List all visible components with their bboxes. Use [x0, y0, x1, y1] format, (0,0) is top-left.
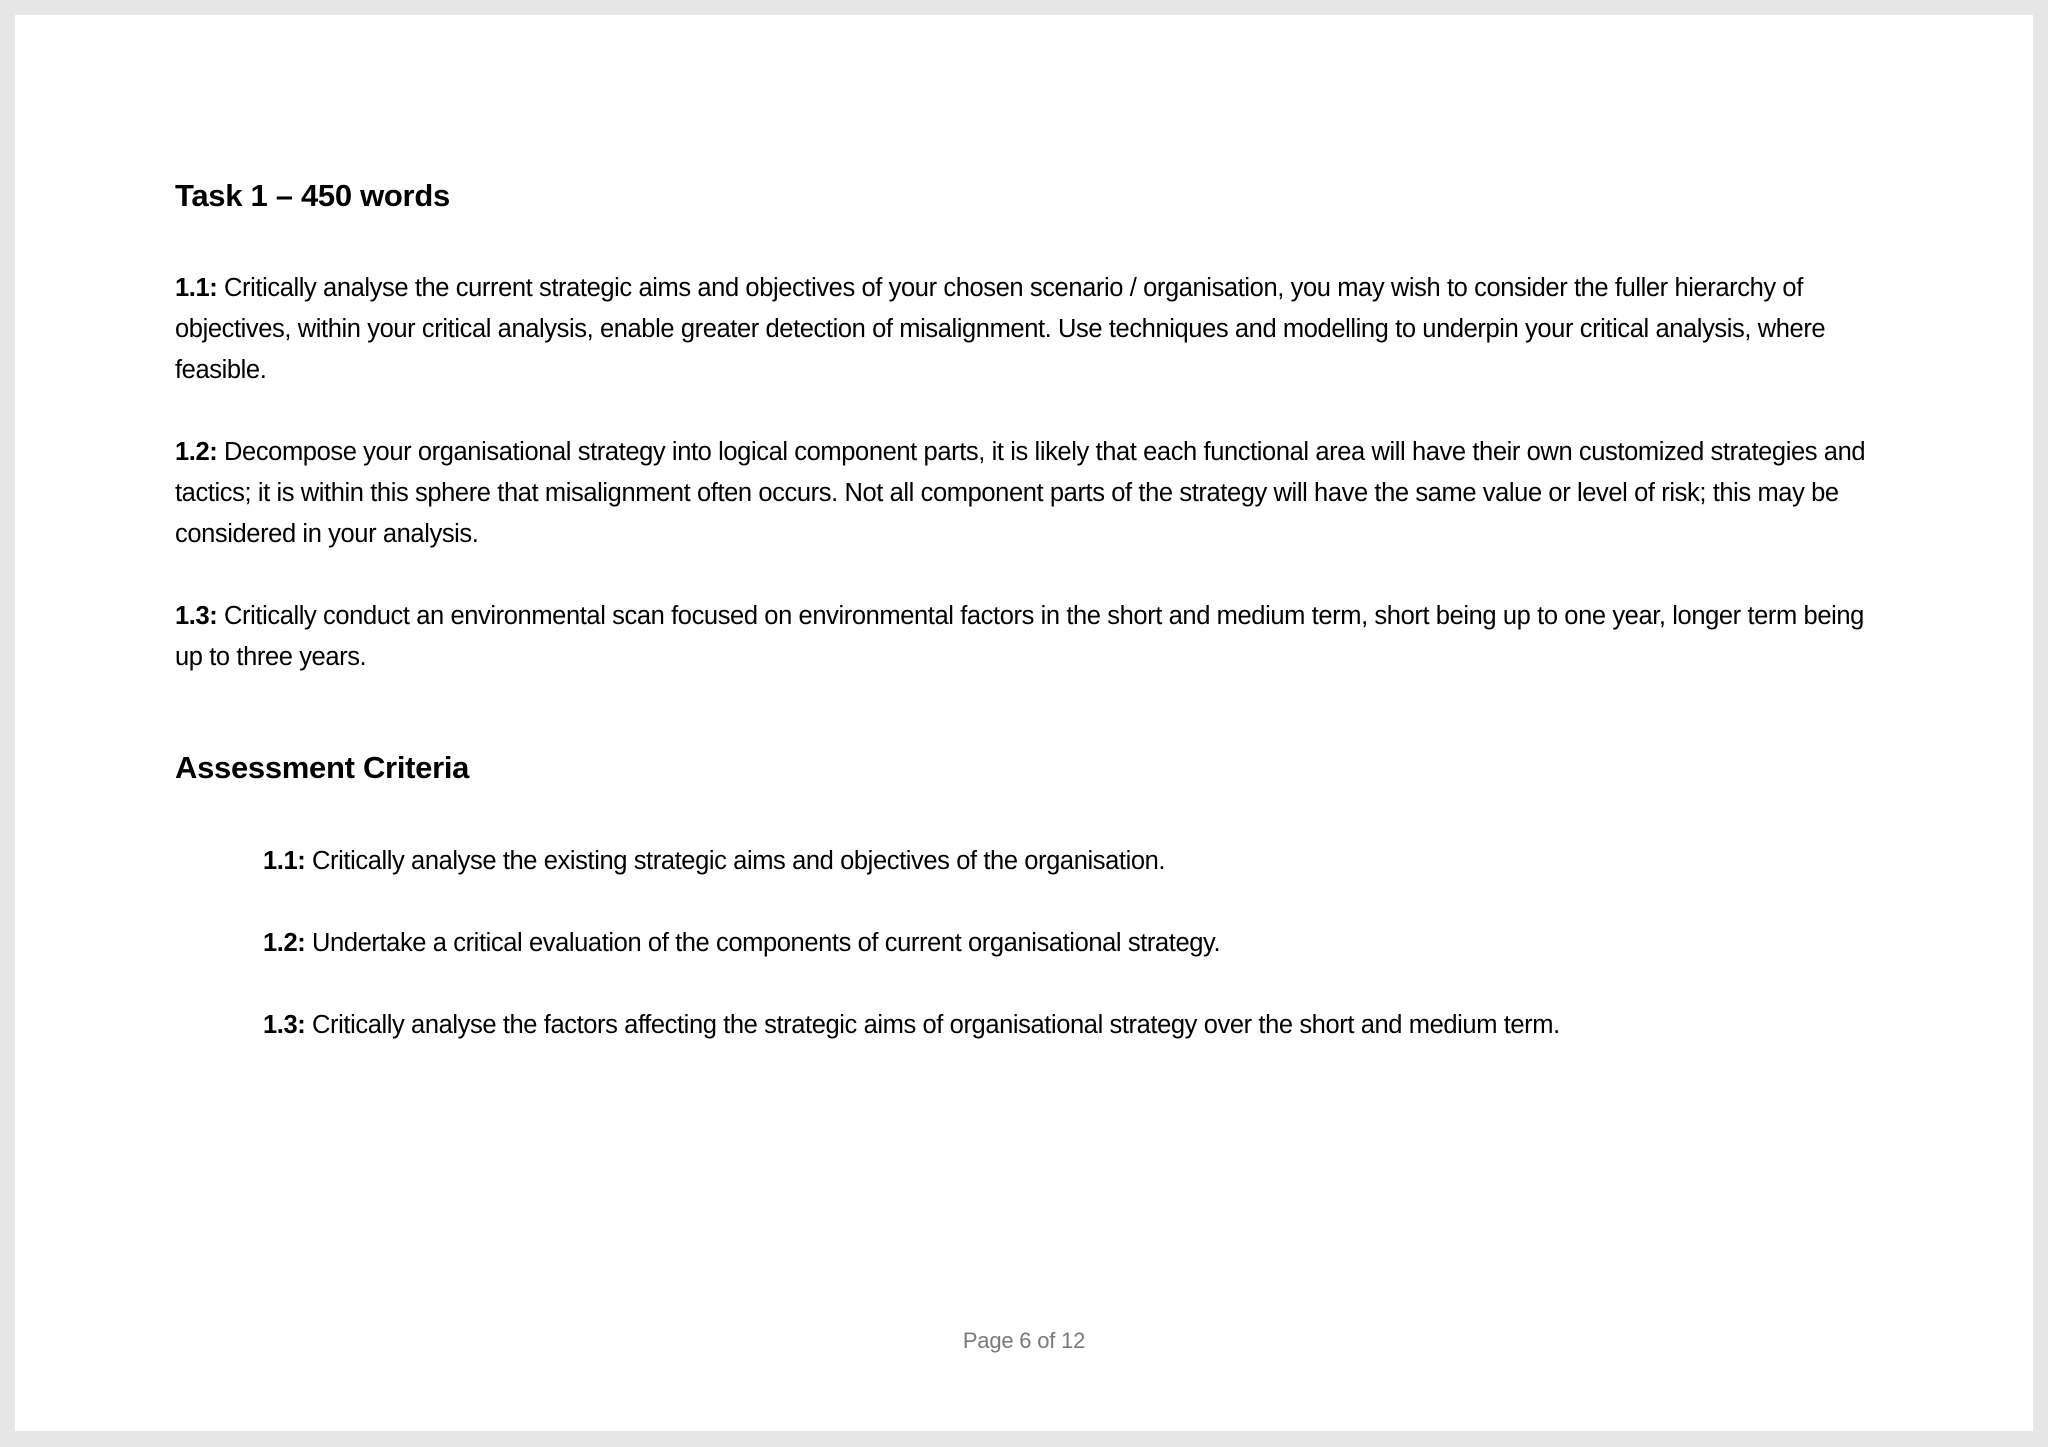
task-item-1-2	[175, 432, 1885, 555]
task-item-label: 1.2:	[175, 438, 218, 466]
task-item-text: Critically conduct an environmental scan focused on environmental factors in the short and medium term, short being up to one year, longer term being up to three years.	[175, 602, 1864, 671]
criteria-item-1-2	[263, 923, 1220, 964]
assessment-heading: Assessment Criteria	[175, 750, 470, 785]
task-item-1-1	[175, 268, 1885, 391]
criteria-item-text: Critically analyse the existing strategic aims and objectives of the organisation.	[312, 847, 1166, 875]
task-item-text: Decompose your organisational strategy into logical component parts, it is likely that each functional area will have their own customized strategies and tactics; it is within this sphere that misalignment often occurs. Not all component parts of the strategy will have the same value or level of risk; this may be considered in your analysis.	[175, 438, 1866, 548]
task-item-label: 1.1:	[175, 274, 218, 302]
criteria-item-text: Critically analyse the factors affecting the strategic aims of organisational strategy over the short and medium term.	[312, 1011, 1560, 1039]
criteria-item-label: 1.3:	[263, 1011, 306, 1039]
task-heading: Task 1 – 450 words	[175, 178, 450, 213]
criteria-item-text: Undertake a critical evaluation of the components of current organisational strategy.	[312, 929, 1221, 957]
task-item-text: Critically analyse the current strategic aims and objectives of your chosen scenario / organisation, you may wish to consider the fuller hierarchy of objectives, within your critical analysis, enable greater detection of misalignment. Use techniques and modelling to underpin your critical analysis, where feasible.	[175, 274, 1826, 384]
task-item-label: 1.3:	[175, 602, 218, 630]
page-number: Page 6 of 12	[962, 1328, 1086, 1353]
criteria-item-label: 1.2:	[263, 929, 306, 957]
criteria-item-1-1	[263, 841, 1165, 882]
document-page	[15, 15, 2033, 1431]
criteria-item-label: 1.1:	[263, 847, 306, 875]
task-item-1-3	[175, 596, 1885, 678]
criteria-item-1-3	[263, 1005, 1560, 1046]
